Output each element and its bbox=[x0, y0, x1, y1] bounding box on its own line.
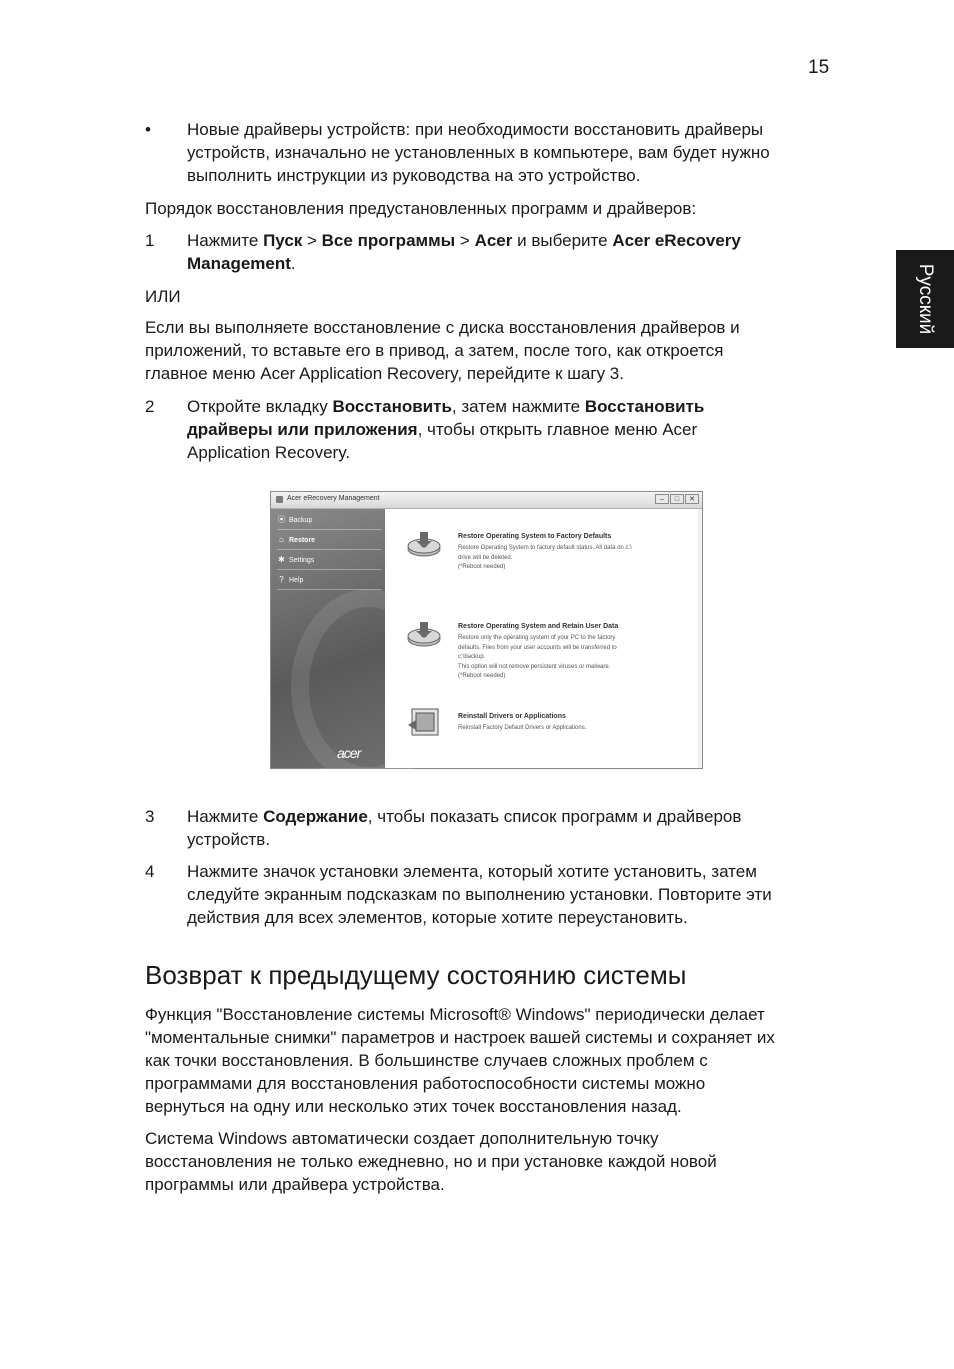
step-bold: Пуск bbox=[263, 231, 303, 250]
sidebar bbox=[271, 509, 385, 768]
step-number: 4 bbox=[145, 862, 155, 881]
order-text: Порядок восстановления предустановленных программ и драйверов: bbox=[145, 199, 697, 218]
bullet-line: выполнить инструкции из руководства на это устройство. bbox=[187, 166, 641, 185]
option-title[interactable]: Reinstall Drivers or Applications bbox=[458, 713, 566, 720]
sidebar-item-restore[interactable] bbox=[277, 531, 381, 550]
paragraph-line: "моментальные снимки" параметров и настроек вашей системы и сохраняет их bbox=[145, 1028, 775, 1047]
minimize-button[interactable]: – bbox=[655, 494, 669, 504]
option-description: Restore Operating System to factory default status. All data on c:\ drive will be deleted. (*Reboot needed) bbox=[458, 545, 632, 570]
option-title[interactable]: Restore Operating System and Retain User Data bbox=[458, 623, 619, 630]
option-description: Reinstall Factory Default Drivers or Applications. bbox=[458, 725, 587, 731]
step-bold: Восстановить bbox=[584, 397, 705, 416]
restore-disc-icon[interactable] bbox=[406, 529, 442, 559]
step-text: . bbox=[290, 254, 296, 273]
sidebar-item-help[interactable] bbox=[277, 571, 381, 590]
side-tab-label: Русский bbox=[915, 263, 936, 335]
window-controls bbox=[655, 494, 699, 504]
step-bold: Acer eRecovery bbox=[612, 231, 741, 250]
backup-icon: ⦿ bbox=[277, 515, 286, 524]
erecovery-screenshot bbox=[270, 491, 703, 769]
step-bold: Acer bbox=[474, 231, 513, 250]
step-number: 3 bbox=[145, 807, 155, 826]
disc-text-line: главное меню Acer Application Recovery, перейдите к шагу 3. bbox=[145, 364, 624, 383]
paragraph-line: вернуться на одну или несколько этих точек восстановления назад. bbox=[145, 1097, 682, 1116]
step-line bbox=[187, 395, 704, 418]
sidebar-item-label: Backup bbox=[289, 517, 313, 524]
maximize-button[interactable]: □ bbox=[670, 494, 684, 504]
section-heading: Возврат к предыдущему состоянию системы bbox=[145, 960, 687, 990]
bullet-marker: • bbox=[145, 120, 151, 139]
bullet-line: Новые драйверы устройств: при необходимости восстановить драйверы bbox=[187, 120, 764, 139]
step-bold: Все программы bbox=[321, 231, 456, 250]
step-text: Нажмите bbox=[187, 231, 264, 250]
step-line bbox=[187, 805, 741, 828]
step-line: действия для всех элементов, которые хотите переустановить. bbox=[187, 908, 688, 927]
step-text: , чтобы показать список программ и драйверов bbox=[367, 807, 742, 826]
window-titlebar bbox=[271, 492, 702, 509]
scrollbar[interactable] bbox=[698, 509, 702, 768]
reinstall-drivers-icon[interactable] bbox=[406, 707, 442, 737]
step-text: > bbox=[302, 231, 322, 250]
or-text: ИЛИ bbox=[145, 287, 181, 306]
window-title: Acer eRecovery Management bbox=[287, 495, 380, 502]
language-side-tab bbox=[896, 250, 954, 348]
paragraph-line: программы или драйвера устройства. bbox=[145, 1175, 445, 1194]
sidebar-item-backup[interactable] bbox=[277, 511, 381, 530]
page-number: 15 bbox=[808, 57, 830, 78]
step-text: > bbox=[455, 231, 475, 250]
step-text: и выберите bbox=[512, 231, 613, 250]
paragraph-line: программами для восстановления работоспособности системы можно bbox=[145, 1074, 706, 1093]
step-text: , затем нажмите bbox=[451, 397, 585, 416]
step-line bbox=[187, 252, 296, 275]
app-icon bbox=[276, 496, 283, 503]
option-title[interactable]: Restore Operating System to Factory Defaults bbox=[458, 533, 612, 540]
help-icon: ? bbox=[279, 575, 284, 584]
disc-text-line: приложений, то вставьте его в привод, а затем, после того, как откроется bbox=[145, 341, 724, 360]
step-line: Нажмите значок установки элемента, который хотите установить, затем bbox=[187, 862, 757, 881]
restore-icon: ⌂ bbox=[279, 535, 284, 544]
content-pane bbox=[386, 509, 702, 768]
step-bold: драйверы или приложения bbox=[187, 420, 418, 439]
step-number: 2 bbox=[145, 397, 155, 416]
bullet-line: устройств, изначально не установленных в компьютере, вам будет нужно bbox=[187, 143, 770, 162]
paragraph-line: Система Windows автоматически создает дополнительную точку bbox=[145, 1129, 659, 1148]
step-line: Application Recovery. bbox=[187, 443, 351, 462]
step-text: Откройте вкладку bbox=[187, 397, 333, 416]
step-text: Нажмите bbox=[187, 807, 264, 826]
step-bold: Восстановить bbox=[332, 397, 452, 416]
sidebar-item-settings[interactable] bbox=[277, 551, 381, 570]
step-bold: Management bbox=[187, 254, 291, 273]
restore-retain-icon[interactable] bbox=[406, 619, 442, 649]
paragraph-line: как точки восстановления. В большинстве случаев сложных проблем с bbox=[145, 1051, 708, 1070]
disc-text-line: Если вы выполняете восстановление с диска восстановления драйверов и bbox=[145, 318, 740, 337]
step-line: устройств. bbox=[187, 830, 271, 849]
step-line: следуйте экранным подсказкам по выполнению установки. Повторите эти bbox=[187, 885, 772, 904]
sidebar-item-label: Settings bbox=[289, 557, 315, 564]
step-bold: Содержание bbox=[263, 807, 368, 826]
option-description: Restore only the operating system of your PC to the factory defaults. Files from your user accounts will be transferred to c:\backup. This option will not remove persistent viruses or malware. (*Reboot needed) bbox=[458, 635, 617, 679]
paragraph-line: Функция "Восстановление системы Microsoft® Windows" периодически делает bbox=[145, 1005, 765, 1024]
step-text: , чтобы открыть главное меню Acer bbox=[417, 420, 698, 439]
sidebar-item-label: Help bbox=[289, 577, 304, 584]
gear-icon: ✱ bbox=[278, 555, 285, 564]
paragraph-line: восстановления не только ежедневно, но и при установке каждой новой bbox=[145, 1152, 717, 1171]
close-button[interactable]: ✕ bbox=[685, 494, 699, 504]
acer-logo: acer bbox=[337, 745, 361, 761]
sidebar-item-label: Restore bbox=[289, 537, 316, 544]
step-line bbox=[187, 229, 741, 252]
step-number: 1 bbox=[145, 231, 155, 250]
step-line bbox=[187, 418, 697, 441]
